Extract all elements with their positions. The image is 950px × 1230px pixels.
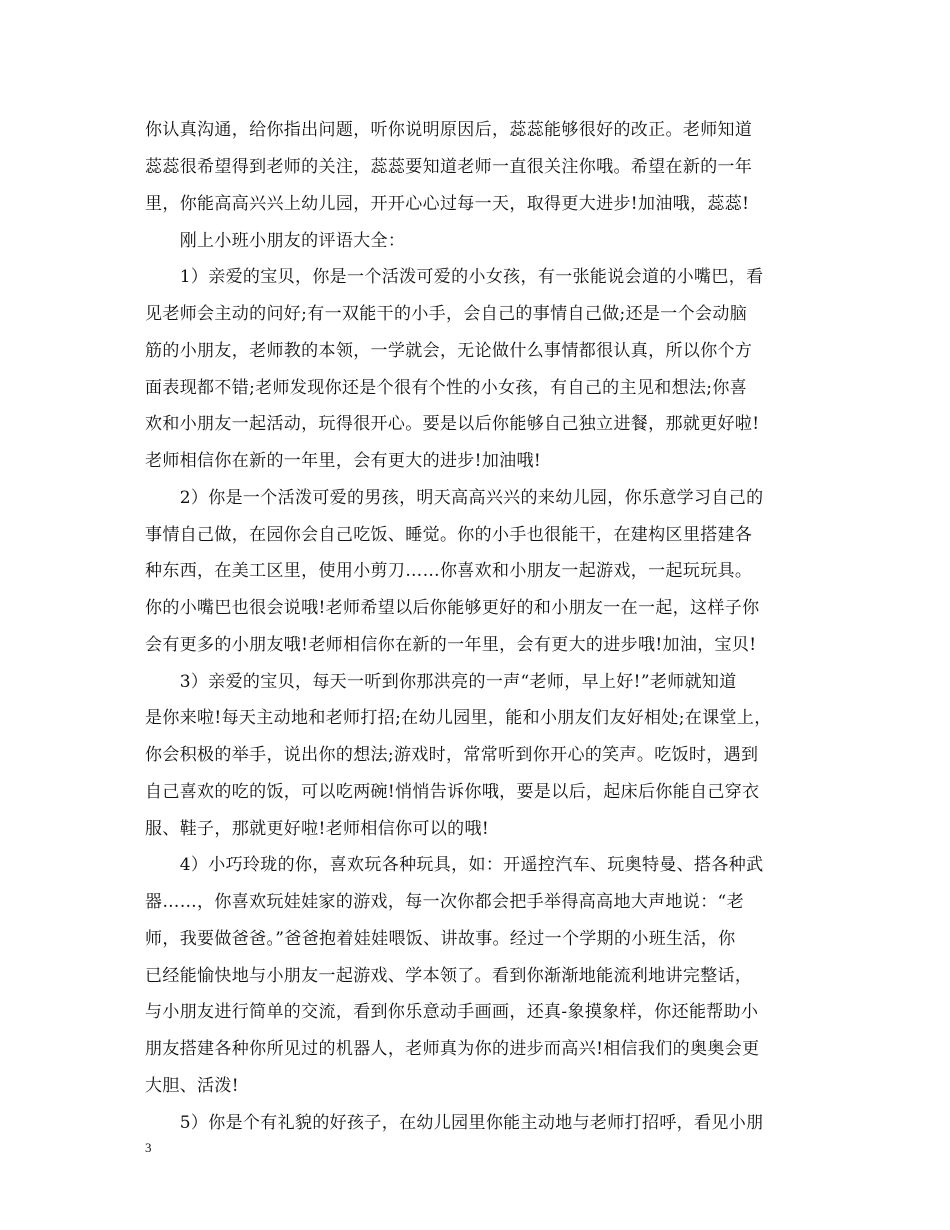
text-line: 2）你是一个活泼可爱的男孩，明天高高兴兴的来幼儿园，你乐意学习自己的 — [145, 488, 764, 508]
text-line: 4）小巧玲珑的你，喜欢玩各种玩具，如：开遥控汽车、玩奥特曼、搭各种武 — [145, 855, 764, 875]
text-line: 你会积极的举手，说出你的想法;游戏时，常常听到你开心的笑声。吃饭时，遇到 — [145, 745, 759, 765]
text-line: 3）亲爱的宝贝，每天一听到你那洪亮的一声“老师，早上好!”老师就知道 — [145, 672, 737, 692]
text-line: 5）你是个有礼貌的好孩子，在幼儿园里你能主动地与老师打招呼，看见小朋 — [145, 1113, 764, 1133]
text-line: 老师相信你在新的一年里，会有更大的进步!加油哦! — [145, 451, 542, 471]
text-line: 师，我要做爸爸。”爸爸抱着娃娃喂饭、讲故事。经过一个学期的小班生活，你 — [145, 929, 736, 949]
text-line: 欢和小朋友一起活动，玩得很开心。要是以后你能够自己独立进餐，那就更好啦! — [145, 414, 760, 434]
text-line: 里，你能高高兴兴上幼儿园，开开心心过每一天，取得更大进步!加油哦，蕊蕊! — [145, 194, 750, 214]
text-line: 你的小嘴巴也很会说哦!老师希望以后你能够更好的和小朋友一在一起，这样子你 — [145, 598, 760, 618]
text-line: 事情自己做，在园你会自己吃饭、睡觉。你的小手也很能干，在建构区里搭建各 — [145, 525, 753, 545]
text-line: 1）亲爱的宝贝，你是一个活泼可爱的小女孩，有一张能说会道的小嘴巴，看 — [145, 267, 764, 287]
text-line: 器……，你喜欢玩娃娃家的游戏，每一次你都会把手举得高高地大声地说：“老 — [145, 892, 744, 912]
text-line: 你认真沟通，给你指出问题，听你说明原因后，蕊蕊能够很好的改正。老师知道 — [145, 120, 753, 140]
text-line: 朋友搭建各种你所见过的机器人，老师真为你的进步而高兴!相信我们的奥奥会更 — [145, 1039, 760, 1059]
text-line: 与小朋友进行简单的交流，看到你乐意动手画画，还真-象摸象样，你还能帮助小 — [145, 1002, 759, 1022]
page-number: 3 — [145, 1140, 152, 1155]
text-line: 见老师会主动的问好;有一双能干的小手，会自己的事情自己做;还是一个会动脑 — [145, 304, 748, 324]
text-line: 种东西，在美工区里，使用小剪刀……你喜欢和小朋友一起游戏，一起玩玩具。 — [145, 561, 753, 581]
text-line: 已经能愉快地与小朋友一起游戏、学本领了。看到你渐渐地能流利地讲完整话， — [145, 966, 753, 986]
text-line: 会有更多的小朋友哦!老师相信你在新的一年里，会有更大的进步哦!加油，宝贝! — [145, 635, 757, 655]
text-line: 自己喜欢的吃的饭，可以吃两碗!悄悄告诉你哦，要是以后，起床后你能自己穿衣 — [145, 782, 760, 802]
section-heading: 刚上小班小朋友的评语大全： — [145, 231, 406, 251]
text-line: 是你来啦!每天主动地和老师打招;在幼儿园里，能和小朋友们友好相处;在课堂上， — [145, 708, 772, 728]
text-line: 蕊蕊很希望得到老师的关注，蕊蕊要知道老师一直很关注你哦。希望在新的一年 — [145, 157, 753, 177]
text-line: 服、鞋子，那就更好啦!老师相信你可以的哦! — [145, 819, 490, 839]
text-line: 面表现都不错;老师发现你还是个很有个性的小女孩，有自己的主见和想法;你喜 — [145, 378, 748, 398]
text-line: 大胆、活泼! — [145, 1076, 239, 1096]
text-line: 筋的小朋友，老师教的本领，一学就会，无论做什么事情都很认真，所以你个方 — [145, 341, 753, 361]
